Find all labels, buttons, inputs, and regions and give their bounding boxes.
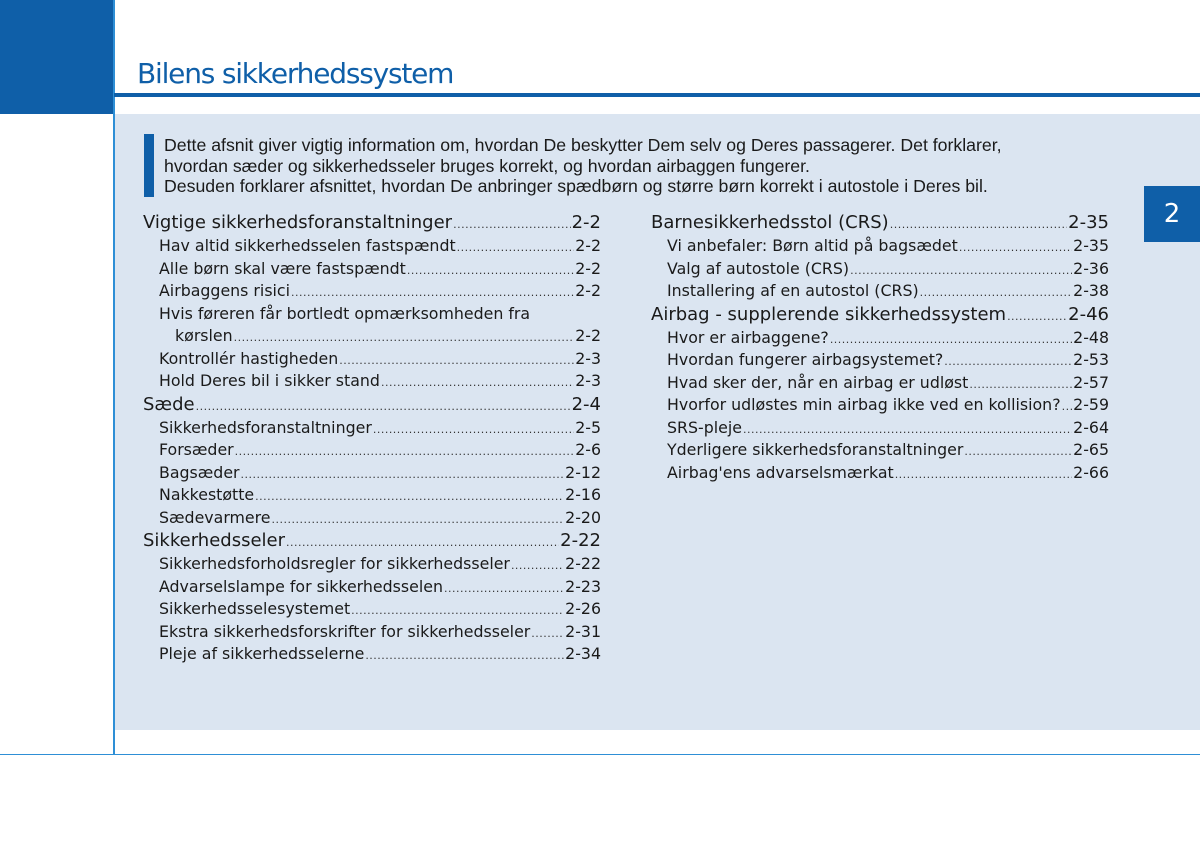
toc-page-number: 2-2	[575, 326, 601, 345]
toc-leader-dots	[895, 464, 1072, 487]
toc-entry[interactable]	[143, 235, 601, 258]
toc-page-number: 2-59	[1073, 395, 1109, 414]
intro-line: Dette afsnit giver vigtig information om, hvordan De beskytter Dem selv og Deres passagerer. Det forklarer,	[164, 135, 1002, 155]
toc-leader-dots	[944, 351, 1072, 374]
toc-leader-dots	[241, 464, 565, 487]
toc-page-number: 2-2	[575, 236, 601, 255]
toc-entry[interactable]	[651, 462, 1109, 485]
toc-page-number: 2-31	[565, 621, 601, 641]
toc-page-number: 2-2	[571, 212, 601, 233]
toc-section	[143, 211, 601, 393]
toc-page-number: 2-20	[565, 507, 601, 527]
toc-entry[interactable]	[651, 439, 1109, 462]
toc-page-number: 2-66	[1073, 462, 1109, 482]
intro-paragraph	[164, 135, 1124, 197]
toc-section	[651, 303, 1109, 485]
toc-leader-dots	[286, 531, 559, 555]
toc-entry-label: Installering af en autostol (CRS)	[667, 281, 919, 300]
toc-entry-label: Hvorfor udløstes min airbag ikke ved en kollision?	[667, 395, 1061, 414]
toc-entry-label: Forsæder	[159, 440, 234, 459]
corner-block	[0, 0, 114, 114]
toc-entry[interactable]	[651, 349, 1109, 372]
toc-entry[interactable]	[143, 484, 601, 507]
toc-page-number: 2-3	[575, 371, 601, 390]
toc-leader-dots	[365, 645, 564, 668]
toc-page-number: 2-46	[1068, 303, 1109, 325]
toc-entry[interactable]	[651, 394, 1109, 417]
toc-entry[interactable]	[143, 576, 601, 599]
toc-entry[interactable]	[143, 417, 601, 440]
toc-leader-dots	[969, 374, 1072, 397]
toc-entry-label: Airbag'ens advarselsmærkat	[667, 462, 894, 482]
toc-leader-dots	[255, 486, 564, 509]
intro-line: Desuden forklarer afsnittet, hvordan De anbringer spædbørn og større børn korrekt i autostole i Deres bil.	[164, 176, 988, 196]
toc-entry-label: SRS-pleje	[667, 417, 742, 437]
toc-page-number: 2-12	[565, 462, 601, 482]
toc-leader-dots	[457, 237, 575, 260]
chapter-tab[interactable]: 2	[1144, 186, 1200, 242]
intro-accent-bar	[144, 134, 154, 197]
toc-leader-dots	[444, 578, 564, 601]
toc-entry[interactable]	[143, 348, 601, 371]
toc-entry-label: Nakkestøtte	[159, 485, 255, 504]
page-title: Bilens sikkerhedssystem	[137, 57, 454, 90]
toc-entry-label: Hvor er airbaggene?	[667, 327, 829, 347]
toc-section	[651, 211, 1109, 303]
toc-section-title: Sikkerhedsseler	[143, 530, 286, 551]
intro-line: hvordan sæder og sikkerhedsseler bruges korrekt, og hvordan airbaggen fungerer.	[164, 155, 810, 176]
toc-section	[143, 529, 601, 666]
toc-entry-label: kørslen	[175, 326, 233, 345]
toc-leader-dots	[920, 282, 1073, 305]
toc-page-number: 2-64	[1073, 417, 1109, 437]
toc-entry-label: Advarselslampe for sikkerhedsselen	[159, 576, 443, 596]
toc-leader-dots	[890, 213, 1067, 237]
toc-page-number: 2-2	[575, 281, 601, 300]
toc-section-title: Barnesikkerhedsstol (CRS)	[651, 212, 889, 233]
toc-leader-dots	[373, 419, 574, 442]
toc-entry[interactable]	[143, 325, 601, 348]
toc-entry[interactable]	[651, 258, 1109, 281]
toc-leader-dots	[959, 237, 1072, 260]
toc-section-entry[interactable]	[651, 211, 1109, 235]
toc-section-entry[interactable]	[651, 303, 1109, 327]
toc-leader-dots	[272, 509, 565, 532]
toc-entry-label: Kontrollér hastigheden	[159, 348, 339, 368]
toc-entry-label: Sikkerhedsselesystemet	[159, 599, 351, 618]
toc-entry-label: Sikkerhedsforholdsregler for sikkerhedsseler	[159, 554, 510, 573]
toc-entry-label: Hvad sker der, når en airbag er udløst	[667, 372, 969, 392]
toc-entry-label: Bagsæder	[159, 462, 240, 482]
toc-entry[interactable]	[651, 417, 1109, 440]
toc-leader-dots	[1062, 396, 1073, 419]
toc-entry[interactable]	[651, 327, 1109, 350]
toc-page-number: 2-53	[1073, 350, 1109, 369]
toc-entry-label: Vi anbefaler: Børn altid på bagsædet	[667, 236, 958, 255]
toc-entry[interactable]	[143, 280, 601, 303]
toc-page-number: 2-4	[571, 393, 601, 415]
toc-page-number: 2-35	[1073, 236, 1109, 255]
toc-entry[interactable]	[143, 643, 601, 666]
toc-entry-label: Ekstra sikkerhedsforskrifter for sikkerhedsseler	[159, 621, 531, 641]
toc-entry-label: Yderligere sikkerhedsforanstaltninger	[667, 440, 964, 459]
toc-entry[interactable]	[143, 258, 601, 281]
left-margin-rule	[113, 0, 115, 755]
toc-leader-dots	[235, 441, 575, 464]
toc-leader-dots	[351, 600, 564, 623]
toc-page-number: 2-22	[560, 530, 601, 551]
toc-leader-dots	[511, 555, 564, 578]
toc-section-entry[interactable]	[143, 211, 601, 235]
toc-page-number: 2-38	[1073, 281, 1109, 300]
toc-entry-label: Hvordan fungerer airbagsystemet?	[667, 350, 944, 369]
toc-page-number: 2-57	[1073, 372, 1109, 392]
toc-page-number: 2-36	[1073, 258, 1109, 278]
toc-page-number: 2-23	[565, 576, 601, 596]
toc-page-number: 2-35	[1068, 212, 1109, 233]
toc-right-column	[651, 211, 1109, 484]
toc-page-number: 2-22	[565, 554, 601, 573]
bottom-rule	[0, 754, 1200, 755]
toc-leader-dots	[381, 372, 574, 395]
toc-entry[interactable]	[143, 462, 601, 485]
toc-leader-dots	[964, 441, 1072, 464]
toc-leader-dots	[850, 260, 1072, 283]
toc-entry[interactable]	[651, 372, 1109, 395]
toc-entry-label: Hav altid sikkerhedsselen fastspændt	[159, 236, 456, 255]
toc-entry[interactable]	[143, 439, 601, 462]
toc-page-number: 2-65	[1073, 440, 1109, 459]
toc-leader-dots	[234, 327, 575, 350]
toc-leader-dots	[453, 213, 571, 237]
toc-entry-label: Pleje af sikkerhedsselerne	[159, 644, 365, 663]
toc-section	[143, 393, 601, 530]
toc-page-number: 2-2	[575, 258, 601, 278]
toc-leader-dots	[743, 419, 1072, 442]
toc-entry[interactable]	[143, 621, 601, 644]
toc-entry[interactable]	[651, 235, 1109, 258]
toc-entry-label: Alle børn skal være fastspændt	[159, 258, 406, 278]
toc-page-number: 2-16	[565, 485, 601, 504]
toc-entry-label: Valg af autostole (CRS)	[667, 258, 850, 278]
toc-leader-dots	[291, 282, 574, 305]
toc-left-column	[143, 211, 601, 666]
toc-entry[interactable]	[143, 553, 601, 576]
toc-section-entry[interactable]	[143, 529, 601, 553]
toc-section-title: Vigtige sikkerhedsforanstaltninger	[143, 212, 453, 233]
toc-page-number: 2-3	[575, 348, 601, 368]
toc-section-title: Airbag - supplerende sikkerhedssystem	[651, 303, 1007, 325]
toc-leader-dots	[830, 329, 1072, 352]
toc-entry-label: Hvis føreren får bortledt opmærksomheden fra	[159, 303, 531, 323]
toc-entry[interactable]	[143, 370, 601, 393]
toc-page-number: 2-34	[565, 644, 601, 663]
toc-page-number: 2-26	[565, 599, 601, 618]
toc-entry-label: Hold Deres bil i sikker stand	[159, 371, 380, 390]
toc-leader-dots	[1007, 305, 1067, 329]
toc-entry-label: Sikkerhedsforanstaltninger	[159, 417, 372, 437]
toc-entry[interactable]	[651, 280, 1109, 303]
title-rule	[114, 93, 1200, 97]
toc-leader-dots	[196, 395, 571, 419]
toc-entry[interactable]	[143, 598, 601, 621]
toc-page-number: 2-5	[575, 417, 601, 437]
toc-entry[interactable]	[143, 507, 601, 530]
toc-page-number: 2-6	[575, 440, 601, 459]
toc-entry-wrapped-line[interactable]	[143, 303, 601, 326]
toc-page-number: 2-48	[1073, 327, 1109, 347]
toc-leader-dots	[339, 350, 574, 373]
toc-entry-label: Sædevarmere	[159, 507, 271, 527]
toc-entry-label: Airbaggens risici	[159, 281, 291, 300]
toc-section-entry[interactable]	[143, 393, 601, 417]
toc-leader-dots	[531, 623, 564, 646]
toc-section-title: Sæde	[143, 393, 195, 415]
toc-leader-dots	[407, 260, 574, 283]
